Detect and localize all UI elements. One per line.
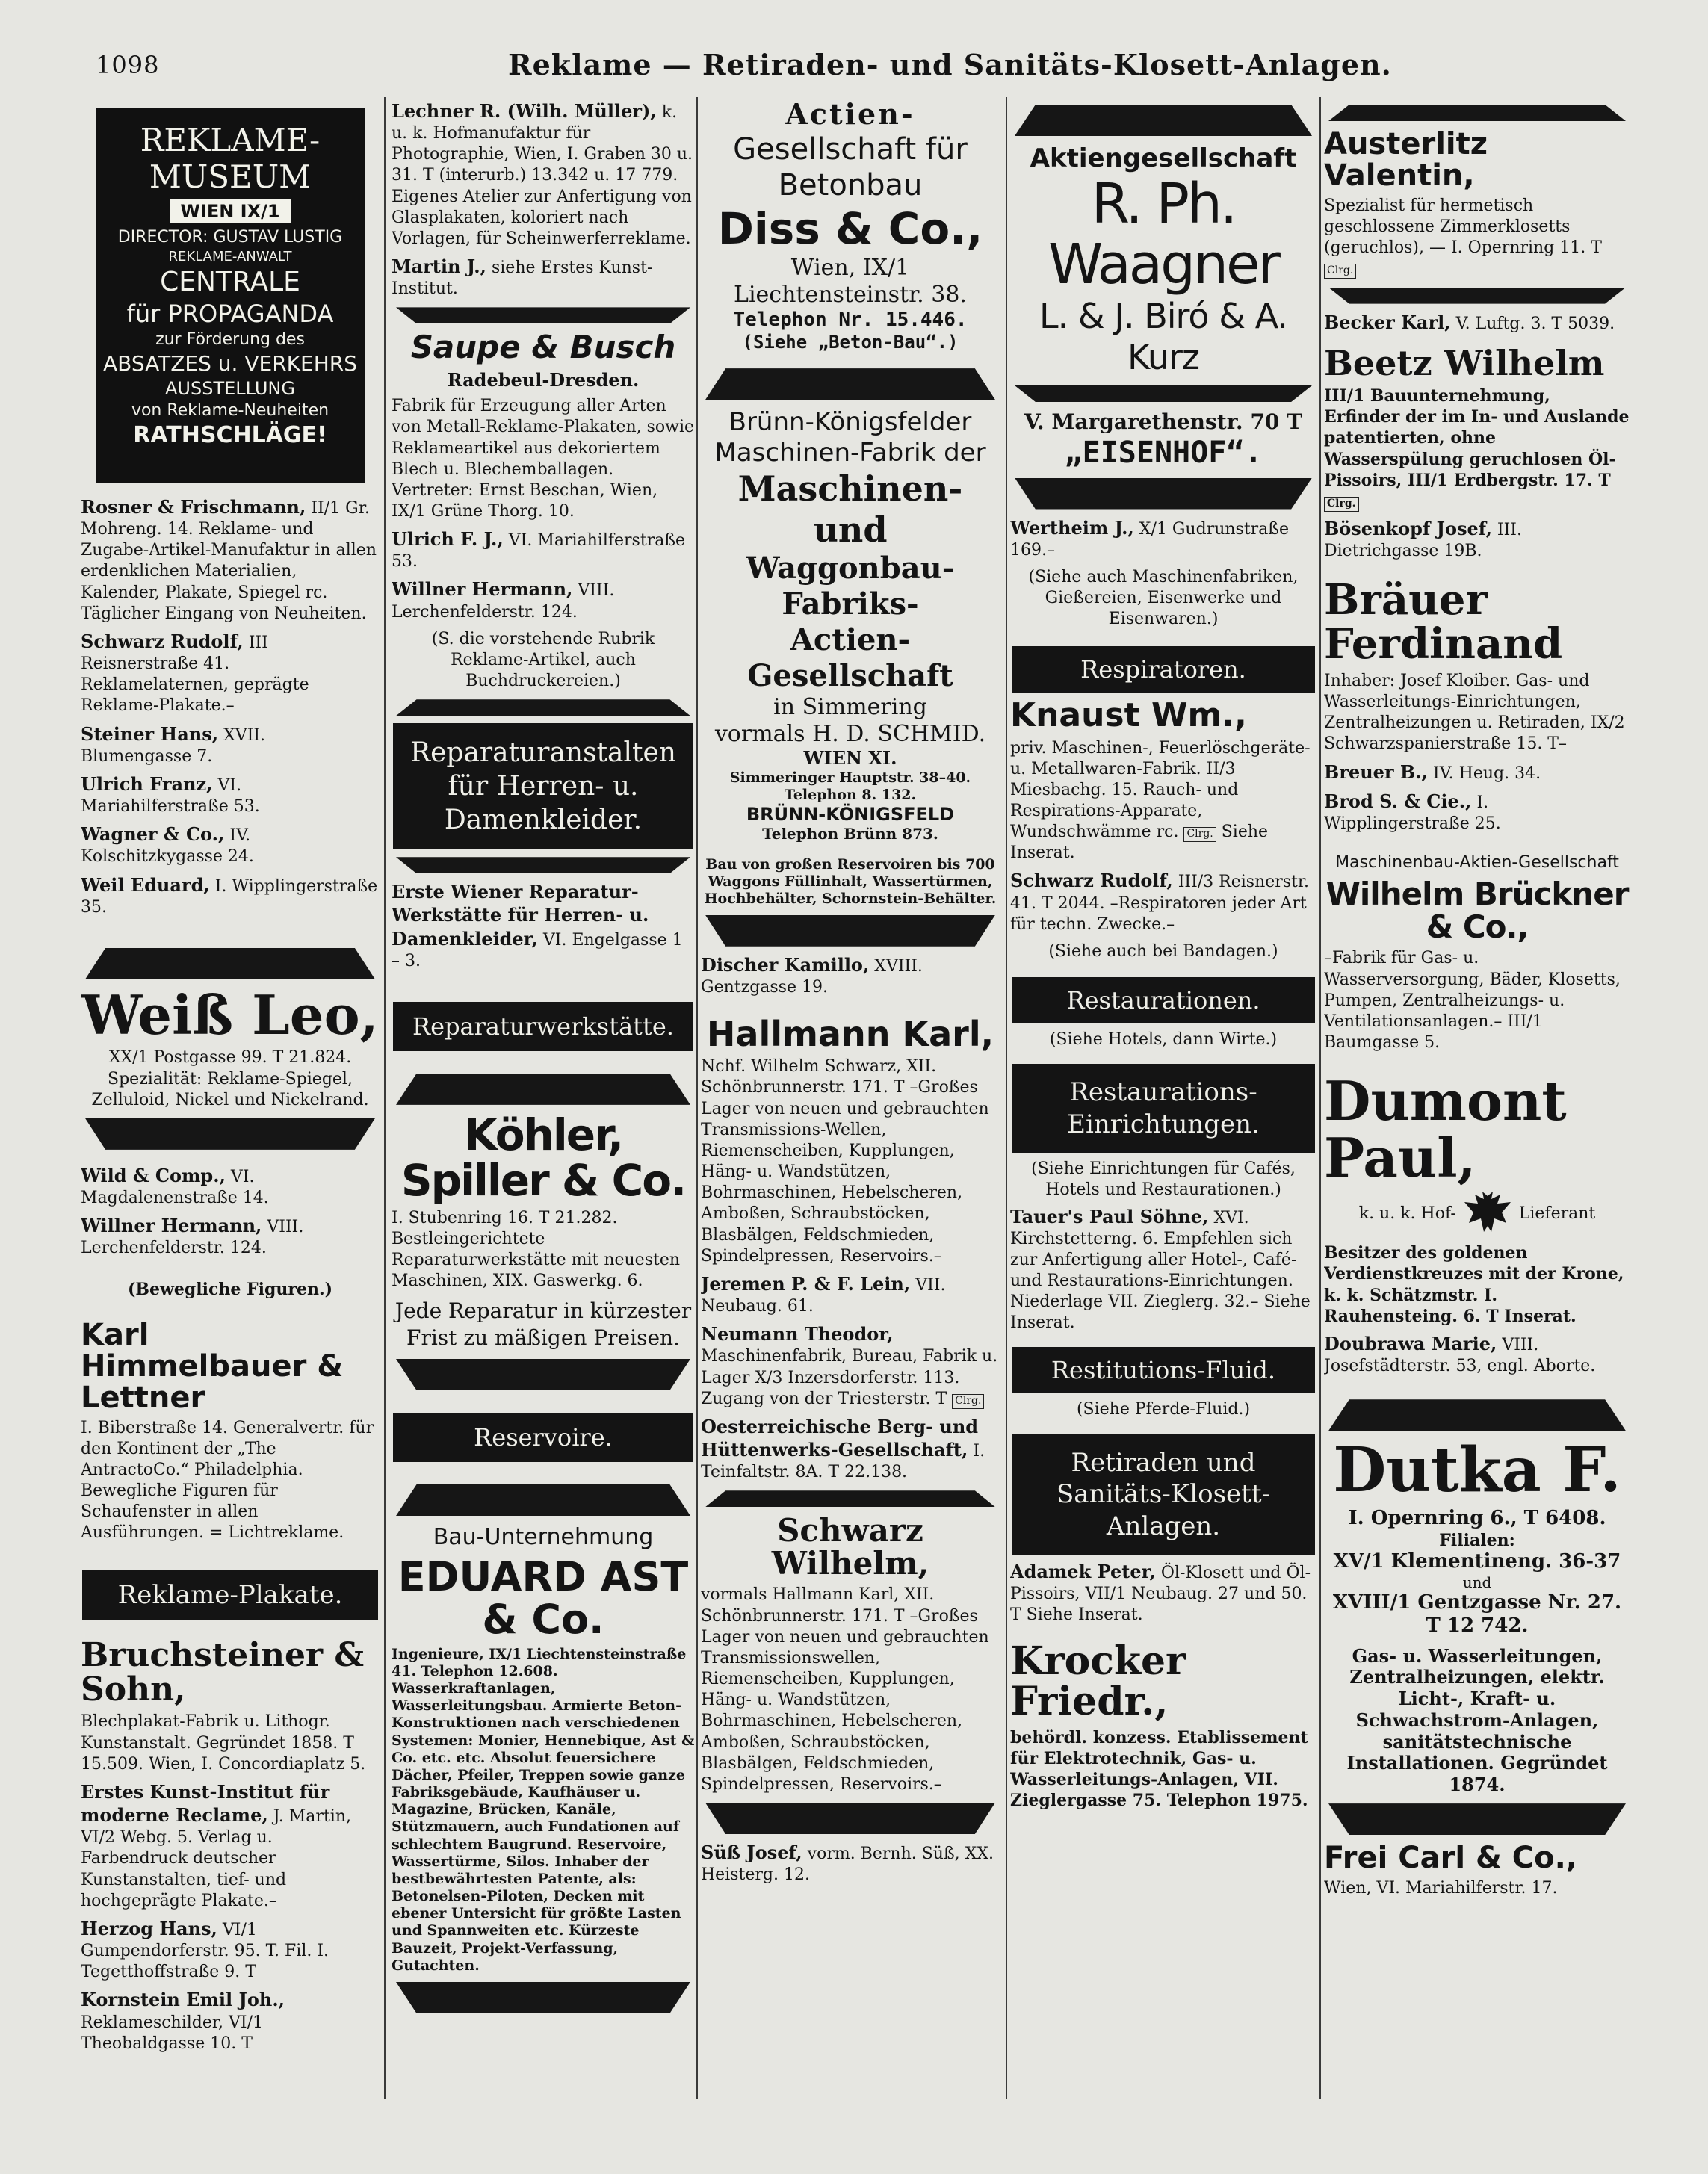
page-number: 1098 [96,51,160,79]
list-item: Neumann Theodor, Maschinenfabrik, Bureau, Fabrik u. Lager X/3 Inzersdorferstr. 113. Zugang von der Triesterstr. T Clrg. [701,1323,998,1408]
column-2 [392,97,695,2107]
section-note: (Siehe auch Maschinenfabriken, Gießereien, Eisenwerke und Eisenwaren.) [1028,567,1299,629]
ornament-bar [1328,1399,1626,1431]
frei-title: Frei Carl & Co., [1324,1841,1578,1876]
double-eagle-icon [1461,1190,1514,1238]
section-note: (Siehe Hotels, dann Wirte.) [1049,1030,1278,1050]
diss-co-ad: Actien- Gesellschaft für Betonbau Diss & Co., Wien, IX/1 Liechtensteinstr. 38. Telephon Nr. 15.446. (Siehe „Beton-Bau“.) [717,97,983,353]
ornament-bar [1015,385,1312,402]
ornament-bar [1328,1803,1626,1835]
museum-absatz: ABSATZES u. VERKEHRS [103,351,357,376]
brueckner-title: Wilhelm Brückner & Co., [1325,876,1629,946]
himmelbauer-text: I. Biberstraße 14. Generalvertr. für den Kontinent der „The AntractoCo.“ Philadelphia. Bewegliche Figuren für Schaufenster in allen Ausführungen. = Lichtreklame. [81,1418,374,1543]
list-item: Schwarz Rudolf, III Reisnerstraße 41. Reklamelaternen, geprägte Reklame-Plakate.– [81,630,309,716]
ornament-bar [396,307,690,323]
frei-text: Wien, VI. Mariahilferstr. 17. [1324,1879,1558,1898]
list-item: Weil Eduard, I. Wipplingerstraße 35. [81,873,378,917]
eisenhof-ad: V. Margarethenstr. 70 T „EISENHOF“. [1024,409,1302,470]
section-heading-reservoire: Reservoire. [393,1413,693,1462]
museum-centrale: CENTRALE [160,267,300,297]
list-item: Tauer's Paul Söhne, XVI. Kirchstetterng. 6. Empfehlen sich zur Anfertigung aller Hotel-, Café- und Restaurations-Einrichtungen. Niederlage VII. Zieglerg. 32.– Siehe Inserat. [1010,1205,1311,1333]
list-item: Ulrich Franz, VI. Mariahilferstraße 53. [81,772,260,817]
list-item: Lechner R. (Wilh. Müller), k. u. k. Hofmanufaktur für Photographie, Wien, I. Graben 30 u. 31. T (interurb.) 13.342 u. 17 779. Eigenes Atelier zur Anfertigung von Glasplakaten, koloriert nach Vorlagen, für Scheinwerferreklame. [392,100,693,248]
list-item: Martin J., siehe Erstes Kunst-Institut. [392,256,653,299]
ast-line1: Bau-Unternehmung [433,1523,654,1550]
beetz-text: III/1 Bauunternehmung, Erfinder der im In- und Auslande patentierten, ohne Wasserspülung geruchlosen Öl-Pissoirs, III/1 Erdbergstr. 17. T Clrg. [1324,385,1630,512]
list-item: Rosner & Frischmann, II/1 Gr. Mohreng. 14. Reklame- und Zugabe-Artikel-Manufaktur in allen erdenklichen Materialien, Kalender, Plakate, Spiegel rc. Täglicher Eingang von Neuheiten. [81,496,377,623]
column-4 [1010,97,1316,2107]
museum-director: DIRECTOR: GUSTAV LUSTIG [117,228,343,247]
list-item: Willner Hermann, VIII. Lerchenfelderstr. 124. [392,578,615,622]
clrg-badge: Clrg. [952,1394,984,1409]
list-item: Willner Hermann, VIII. Lerchenfelderstr. 124. [81,1215,304,1258]
list-item: Kornstein Emil Joh., Reklameschilder, VI/1 Theobaldgasse 10. T [81,1989,285,2053]
list-item: Erstes Kunst-Institut für moderne Reclame, J. Martin, VI/2 Webg. 5. Verlag u. Farbendruck deutscher Kunstanstalten, tief- und hochgeprägte Plakate.– [81,1780,351,1910]
section-heading-werkstaette: Reparaturwerkstätte. [393,1002,693,1051]
column-rule [384,97,386,2099]
ornament-bar [1015,478,1312,510]
koehler-spiller-slogan: Jede Reparatur in kürzester Frist zu mäßigen Preisen. [394,1298,692,1351]
knaust-text: priv. Maschinen-, Feuerlöschgeräte- u. Metallwaren-Fabrik. II/3 Miesbachg. 15. Rauch- und Respirations-Apparate, Wundschwämme rc. Clrg. Siehe Inserat. [1010,738,1311,863]
ornament-bar [705,1490,995,1507]
krocker-title: Krocker Friedr., [1010,1638,1186,1725]
ornament-bar [1015,105,1312,136]
bruchsteiner-title: Bruchsteiner & Sohn, [81,1636,365,1709]
ornament-bar [396,1982,690,2013]
list-item: Discher Kamillo, XVIII. Gentzgasse 19. [701,953,923,997]
ornament-bar [705,915,995,947]
dumont-title: Dumont Paul, [1324,1069,1567,1189]
braeuer-text: Inhaber: Josef Kloiber. Gas- und Wasserleitungs-Einrichtungen, Zentralheizungen u. Retiraden, IX/2 Schwarzspanierstraße 15. T– [1324,671,1625,754]
list-item: Doubrawa Marie, VIII. Josefstädterstr. 53, engl. Aborte. [1324,1332,1596,1376]
dumont-text: Besitzer des goldenen Verdienstkreuzes mit der Krone, k. k. Schätzmstr. I. Rauhensteing. 6. T Inserat. [1324,1243,1624,1326]
dumont-hoflieferant: k. u. k. Hof- Lieferant [1324,1190,1630,1238]
austerlitz-text: Spezialist für hermetisch geschlossene Zimmerklosetts (geruchlos), — I. Opernring 11. T Clrg. [1324,196,1630,280]
ornament-bar [396,857,690,873]
saupe-busch-place: Radebeul-Dresden. [447,368,640,391]
bruchsteiner-text: Blechplakat-Fabrik u. Lithogr. Kunstanstalt. Gegründet 1858. T 15.509. Wien, I. Concordiaplatz 5. [81,1712,366,1774]
list-item: Breuer B., IV. Heug. 34. [1324,761,1541,783]
ornament-bar [396,1359,690,1390]
himmelbauer-title: Karl Himmelbauer & Lettner [81,1317,344,1415]
list-item: Brod S. & Cie., I. Wipplingerstraße 25. [1324,790,1501,833]
waagner-ad: Aktiengesellschaft R. Ph. Waagner L. & J. Biró & A. Kurz [1030,143,1297,377]
list-item: Süß Josef, vorm. Bernh. Süß, XX. Heisterg. 12. [701,1842,994,1885]
column-rule [1319,97,1321,2099]
running-head: Reklame — Retiraden- und Sanitäts-Klosett-Anlagen. [508,48,1392,81]
section-heading-retiraden: Retiraden und Sanitäts-Klosett-Anlagen. [1012,1434,1315,1555]
dutka-title: Dutka F. [1333,1434,1621,1507]
column-5 [1324,97,1630,2107]
clrg-badge: Clrg. [1324,497,1359,512]
column-1 [81,97,380,2107]
schwarz-wilhelm-text: vormals Hallmann Karl, XII. Schönbrunnerstr. 171. T –Großes Lager von neuen und gebrauchten Transmissionswellen, Riemenscheiben, Kupplungen, Häng- u. Wandstützen, Bohrmaschinen, Hebelscheren, Amboßen, Schraubstöcken, Blasbälgen, Feldschmieden, Spindelpressen, Reservoirs.– [701,1585,989,1794]
bruenn-koenigsfelder-ad: Brünn-Königsfelder Maschinen-Fabrik der Maschinen- und Waggonbau-Fabriks- Actien-Gesellschaft in Simmering vormals H. D. SCHMID. WIEN XI. Simmeringer Hauptstr. 38–40. Telephon 8. 132. BRÜNN-KÖNIGSFELD Telephon Brünn 873. Bau von großen Reservoiren bis 700 Waggons Füllinhalt, Wassertürmen, Hochbehälter, Schornstein-Behälter. [704,407,997,907]
list-item: Ulrich F. J., VI. Mariahilferstraße 53. [392,528,686,572]
dutka-ad: I. Opernring 6., T 6408. Filialen: XV/1 Klementineng. 36-37 und XVIII/1 Gentzgasse Nr. 27. T 12 742. Gas- u. Wasserleitungen, Zentralheizungen, elektr. Licht-, Kraft- u. Schwachstrom-Anlagen, sanitätstechnische Installationen. Gegründet 1874. [1332,1507,1622,1796]
clrg-badge: Clrg. [1183,827,1216,842]
section-note: (Siehe Einrichtungen für Cafés, Hotels und Restaurationen.) [1031,1159,1296,1200]
ornament-bar [396,1484,690,1516]
hallmann-text: Nchf. Wilhelm Schwarz, XII. Schönbrunnerstr. 171. T –Großes Lager von neuen und gebrauchten Transmissions-Wellen, Riemenscheiben, Kupplungen, Häng- u. Wandstützen, Bohrmaschinen, Hebelscheren, Amboßen, Schraubstöcken, Blasbälgen, Feldschmieden, Spindelpressen, Reservoirs.– [701,1057,989,1266]
list-item: Steiner Hans, XVII. Blumengasse 7. [81,722,266,766]
list-item: Becker Karl, V. Luftg. 3. T 5039. [1324,311,1615,333]
schwarz-wilhelm-title: Schwarz Wilhelm, [771,1512,929,1582]
list-item: Wild & Comp., VI. Magdalenenstraße 14. [81,1164,269,1208]
museum-foerderung: zur Förderung des [155,330,305,349]
section-note: (Bewegliche Figuren.) [127,1279,333,1299]
list-item: Bösenkopf Josef, III. Dietrichgasse 19B. [1324,518,1522,561]
column-rule [1006,97,1007,2099]
section-note: (S. die vorstehende Rubrik Reklame-Artikel, auch Buchdruckereien.) [431,629,655,691]
ornament-bar [396,1074,690,1105]
section-heading-fluid: Restitutions-Fluid. [1012,1347,1315,1393]
brueckner-line1: Maschinenbau-Aktien-Gesellschaft [1335,853,1619,873]
weiss-leo-title: Weiß Leo, [81,982,379,1047]
ornament-bar [705,1803,995,1834]
section-note: (Siehe auch bei Bandagen.) [1048,941,1278,961]
column-rule [696,97,698,2099]
museum-rathschlaege: RATHSCHLÄGE! [133,422,327,448]
clrg-badge: Clrg. [1324,264,1356,279]
ornament-bar [85,1118,375,1150]
page-header [0,45,1708,90]
museum-ausstellung: AUSSTELLUNG [165,378,295,399]
ornament-bar [396,699,690,716]
ornament-bar [705,368,995,400]
koehler-spiller-title: Köhler, Spiller & Co. [400,1109,686,1206]
section-heading-respiratoren: Respiratoren. [1012,646,1315,693]
list-item: Schwarz Rudolf, III/3 Reisnerstr. 41. T 2044. –Respiratoren jeder Art für techn. Zwecke.– [1010,870,1309,934]
museum-propaganda: für PROPAGANDA [126,300,334,328]
section-heading-restaurationen: Restaurationen. [1012,977,1315,1023]
brueckner-text: –Fabrik für Gas- u. Wasserversorgung, Bäder, Klosetts, Pumpen, Zentralheizungs- u. Ventilationsanlagen.– III/1 Baumgasse 5. [1324,949,1621,1052]
koehler-spiller-text: I. Stubenring 16. T 21.282. Bestleingerichtete Reparaturwerkstätte mit neuesten Maschinen, XIX. Gaswerkg. 6. [392,1208,681,1291]
ornament-bar [1328,288,1626,304]
braeuer-title: Bräuer Ferdinand [1324,575,1563,669]
list-item: Oesterreichische Berg- und Hüttenwerks-Gesellschaft, I. Teinfaltstr. 8A. T 22.138. [701,1415,985,1482]
list-item: Herzog Hans, VI/1 Gumpendorferstr. 95. T. Fil. I. Tegetthoffstraße 9. T [81,1917,329,1982]
section-note: (Siehe Pferde-Fluid.) [1076,1400,1251,1419]
krocker-text: behördl. konzess. Etablissement für Elektrotechnik, Gas- u. Wasserleitungs-Anlagen, VII. Zieglergasse 75. Telephon 1975. [1010,1727,1308,1811]
list-item: Wagner & Co., IV. Kolschitzkygasse 24. [81,823,254,867]
section-heading-plakate: Reklame-Plakate. [82,1570,378,1621]
section-heading-einrichtungen: Restaurations-Einrichtungen. [1012,1064,1315,1153]
ornament-bar [1328,105,1626,121]
museum-city: WIEN IX/1 [170,199,290,223]
list-item: Adamek Peter, Öl-Klosett und Öl-Pissoirs, VII/1 Neubaug. 27 und 50. T Siehe Inserat. [1010,1561,1311,1625]
museum-title: REKLAME-MUSEUM [140,122,321,195]
ast-text: Ingenieure, IX/1 Liechtensteinstraße 41. Telephon 12.608. Wasserkraftanlagen, Wasserleitungsbau. Armierte Beton-Konstruktionen nach verschiedenen Systemen: Monier, Hennebique, Ast & Co. etc. etc. Absolut feuersichere Dächer, Pfeiler, Treppen sowie ganze Fabriksgebäude, Kaufhäuser u. Magazine, Brücken, Kanäle, Stützmauern, auch Fundationen auf schlechtem Baugrund. Reservoire, Wassertürme, Silos. Inhaber der bestbewährtesten Patente, als: Betonelsen-Piloten, Decken mit ebener Untersicht für größte Lasten und Spannweiten etc. Kürzeste Bauzeit, Projekt-Verfassung, Gutachten. [392,1645,695,1974]
saupe-busch-title: Saupe & Busch [410,329,676,366]
section-heading-reparatur: Reparaturanstalten für Herren- u. Damenkleider. [393,723,693,849]
ast-title: EDUARD AST & Co. [397,1553,689,1644]
museum-neuheiten: von Reklame-Neuheiten [131,401,329,420]
weiss-leo-text: XX/1 Postgasse 99. T 21.824. Spezialität: Reklame-Spiegel, Zelluloid, Nickel und Nickelrand. [91,1048,369,1109]
knaust-title: Knaust Wm., [1010,696,1247,735]
list-item: Wertheim J., X/1 Gudrunstraße 169.– [1010,516,1290,560]
beetz-title: Beetz Wilhelm [1324,342,1605,383]
austerlitz-title: Austerlitz Valentin, [1324,127,1488,193]
column-3 [701,97,1000,2107]
museum-anwalt: REKLAME-ANWALT [168,249,292,264]
list-item: Jeremen P. & F. Lein, VII. Neubaug. 61. [701,1272,946,1316]
list-item: Erste Wiener Reparatur-Werkstätte für Herren- u. Damenkleider, VI. Engelgasse 1 – 3. [392,881,683,970]
ornament-bar [85,948,375,979]
saupe-busch-text: Fabrik für Erzeugung aller Arten von Metall-Reklame-Plakaten, sowie Reklameartikel aus dekoriertem Blech u. Blechemballagen. Vertreter: Ernst Beschan, Wien, IX/1 Grüne Thorg. 10. [392,397,695,521]
hallmann-title: Hallmann Karl, [706,1014,994,1055]
reklame-museum-ad [96,108,365,483]
